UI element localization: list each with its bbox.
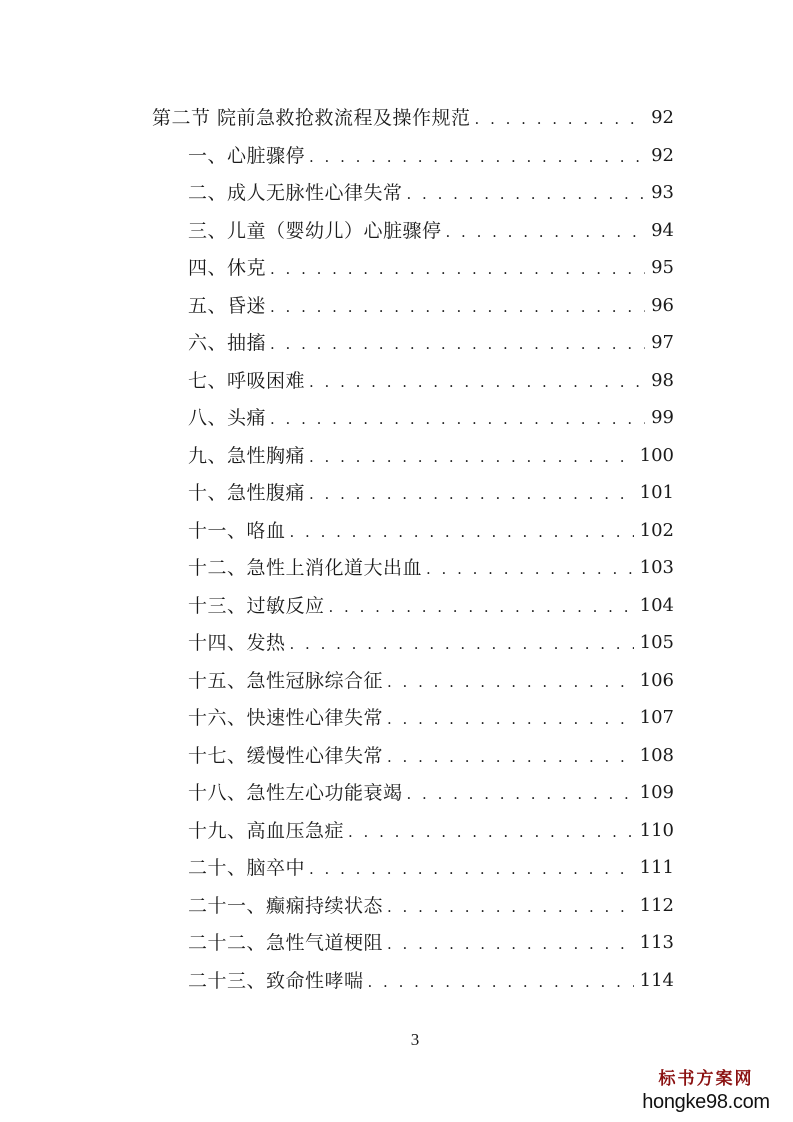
toc-entry-page: 95 <box>651 257 674 278</box>
toc-entry-title: 十一、咯血 <box>188 519 286 542</box>
toc-entry-page: 109 <box>639 782 674 803</box>
toc-dot-leader <box>270 327 645 361</box>
toc-entry-title: 二十二、急性气道梗阻 <box>188 932 384 954</box>
toc-dot-leader <box>387 702 634 736</box>
toc-dot-leader <box>309 852 634 886</box>
toc-entry-page: 108 <box>639 744 674 766</box>
toc-entry-title: 五、昏迷 <box>188 294 267 317</box>
toc-entry[interactable] <box>188 701 674 735</box>
toc-entry[interactable] <box>188 364 674 398</box>
toc-entry-title: 十、急性腹痛 <box>188 482 306 504</box>
toc-entry-title: 十八、急性左心功能衰竭 <box>188 782 403 804</box>
toc-entry[interactable] <box>188 214 674 248</box>
toc-entry[interactable] <box>188 664 674 698</box>
toc-entry-page: 101 <box>639 482 674 503</box>
toc-entry-page: 114 <box>639 969 674 991</box>
toc-entry-page: 107 <box>639 707 674 728</box>
toc-entry[interactable] <box>188 439 674 473</box>
toc-entry[interactable] <box>188 739 674 773</box>
toc-entry-title: 十三、过敏反应 <box>188 594 325 617</box>
toc-dot-leader <box>309 365 645 399</box>
toc-entry-page: 102 <box>639 519 674 541</box>
toc-entry[interactable] <box>188 889 674 923</box>
toc-dot-leader <box>309 140 645 174</box>
toc-entry-title: 二、成人无脉性心律失常 <box>188 182 403 204</box>
toc-entry-page: 97 <box>651 332 674 353</box>
toc-entry-title: 十七、缓慢性心律失常 <box>188 744 384 767</box>
toc-dot-leader <box>290 515 634 549</box>
toc-entry[interactable] <box>188 289 674 323</box>
page-number: 3 <box>410 1030 420 1049</box>
toc-entry-page: 99 <box>651 407 674 428</box>
toc-entry-title: 二十三、致命性哮喘 <box>188 969 364 992</box>
toc-entry-page: 104 <box>639 594 674 616</box>
toc-entry-page: 93 <box>651 182 674 203</box>
toc-dot-leader <box>387 927 634 961</box>
toc-entry-title: 七、呼吸困难 <box>188 369 306 392</box>
toc-entry-title: 一、心脏骤停 <box>188 144 306 167</box>
toc-dot-leader <box>426 552 634 586</box>
toc-dot-leader <box>309 477 634 511</box>
toc-entry-page: 113 <box>639 932 674 953</box>
toc-entry[interactable] <box>188 964 674 998</box>
toc-dot-leader <box>446 215 646 249</box>
toc-entry[interactable] <box>188 814 674 848</box>
toc-dot-leader <box>329 590 634 624</box>
toc-entry[interactable] <box>188 476 674 510</box>
toc-dot-leader <box>270 290 645 324</box>
toc-entry-title: 十四、发热 <box>188 632 286 654</box>
toc-entry-title: 十六、快速性心律失常 <box>188 707 384 729</box>
toc-entry[interactable] <box>188 139 674 173</box>
watermark-url: hongke98.com <box>642 1091 770 1113</box>
toc-entry[interactable] <box>188 551 674 585</box>
toc-dot-leader <box>475 102 646 136</box>
toc-entry-page: 96 <box>651 294 674 316</box>
toc-dot-leader <box>407 177 646 211</box>
toc-entry-page: 94 <box>651 219 674 241</box>
toc-entry[interactable] <box>188 589 674 623</box>
toc-entry-page: 111 <box>639 857 674 878</box>
toc-entry-page: 106 <box>639 669 674 691</box>
toc-entry-title: 三、儿童（婴幼儿）心脏骤停 <box>188 219 442 242</box>
toc-dot-leader <box>348 815 634 849</box>
toc-dot-leader <box>387 890 634 924</box>
toc-entry-page: 103 <box>639 557 674 578</box>
toc-dot-leader <box>270 402 645 436</box>
toc-entry[interactable] <box>188 401 674 435</box>
toc-dot-leader <box>407 777 634 811</box>
toc-section-title: 第二节 院前急救抢救流程及操作规范 <box>152 107 471 129</box>
toc-entry-page: 112 <box>639 894 674 916</box>
toc-entry-page: 105 <box>639 632 674 653</box>
toc-entry-title: 九、急性胸痛 <box>188 444 306 467</box>
toc-section-page: 92 <box>651 107 674 128</box>
toc-entry[interactable] <box>188 776 674 810</box>
toc-entry-title: 八、头痛 <box>188 407 267 429</box>
toc-entry[interactable] <box>188 926 674 960</box>
toc-entry-title: 六、抽搐 <box>188 332 267 354</box>
toc-entry-page: 92 <box>651 144 674 166</box>
toc-entry-title: 四、休克 <box>188 257 267 279</box>
toc-entry-title: 十二、急性上消化道大出血 <box>188 557 423 579</box>
toc-dot-leader <box>270 252 645 286</box>
toc-entry-title: 二十一、癫痫持续状态 <box>188 894 384 917</box>
toc-dot-leader <box>387 665 634 699</box>
toc-entry-page: 100 <box>639 444 674 466</box>
toc-entry-title: 十五、急性冠脉综合征 <box>188 669 384 692</box>
toc-entry[interactable] <box>188 514 674 548</box>
toc-entry[interactable] <box>188 626 674 660</box>
toc-dot-leader <box>290 627 634 661</box>
toc-entry-page: 110 <box>639 819 674 841</box>
toc-dot-leader <box>309 440 634 474</box>
toc-entry[interactable] <box>188 851 674 885</box>
toc-entry[interactable] <box>188 251 674 285</box>
toc-section-row[interactable] <box>152 101 674 135</box>
toc-entry-title: 二十、脑卒中 <box>188 857 306 879</box>
site-watermark <box>631 1068 781 1114</box>
toc-entry-title: 十九、高血压急症 <box>188 819 345 842</box>
toc-entry-page: 98 <box>651 369 674 391</box>
watermark-site-name: 标书方案网 <box>658 1069 754 1089</box>
toc-entry[interactable] <box>188 176 674 210</box>
toc-dot-leader <box>368 965 634 999</box>
toc-entry[interactable] <box>188 326 674 360</box>
toc-dot-leader <box>387 740 634 774</box>
